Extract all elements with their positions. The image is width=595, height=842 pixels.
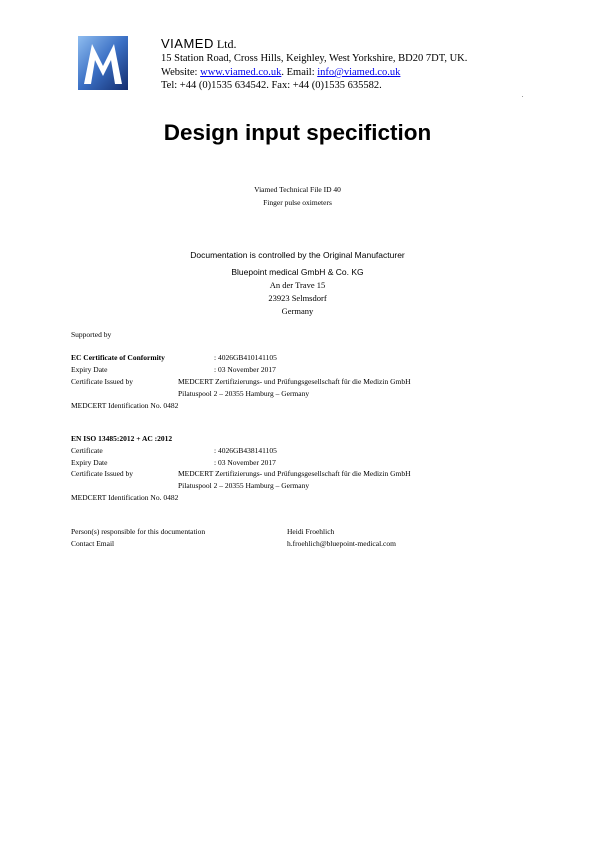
ec-issuer: MEDCERT Zertifizierungs- und Prüfungsgesellschaft für die Medizin GmbH — [178, 377, 411, 386]
iso-expiry-date: : 03 November 2017 — [214, 458, 276, 467]
iso-cert-heading: EN ISO 13485:2012 + AC :2012 — [71, 434, 173, 443]
page-title: Design input specifiction — [163, 120, 432, 145]
phone-fax-line: Tel: +44 (0)1535 634542. Fax: +44 (0)1535 635582. — [161, 80, 382, 91]
ec-issuer-address: Pilatuspool 2 – 20355 Hamburg – Germany — [178, 389, 310, 398]
supported-by-label: Supported by — [71, 330, 112, 339]
company-name — [161, 36, 237, 52]
ec-issued-label: Certificate Issued by — [71, 377, 134, 386]
manufacturer-street: An der Trave 15 — [269, 280, 326, 290]
iso-cert-number: : 4026GB438141105 — [214, 446, 277, 455]
iso-issued-label: Certificate Issued by — [71, 469, 134, 478]
decorative-dot — [522, 96, 523, 97]
iso-cert-label: Certificate — [71, 446, 103, 455]
iso-notified-body: MEDCERT Identification No. 0482 — [71, 493, 179, 502]
ec-notified-body: MEDCERT Identification No. 0482 — [71, 401, 179, 410]
website-email-line: Website: www.viamed.co.uk. Email: info@viamed.co.uk — [161, 67, 401, 78]
email-label: Email: — [286, 67, 315, 78]
brand-name: VIAMED — [161, 36, 214, 51]
responsible-label: Person(s) responsible for this documentation — [71, 527, 206, 536]
ec-expiry-date: : 03 November 2017 — [214, 365, 276, 374]
ec-expiry-label: Expiry Date — [71, 365, 108, 374]
company-address: 15 Station Road, Cross Hills, Keighley, West Yorkshire, BD20 7DT, UK. — [161, 53, 468, 64]
file-subject: Finger pulse oximeters — [263, 198, 332, 207]
iso-issuer-address: Pilatuspool 2 – 20355 Hamburg – Germany — [178, 481, 310, 490]
ec-cert-number: : 4026GB410141105 — [214, 353, 277, 362]
contact-email-label: Contact Email — [71, 539, 115, 548]
iso-issuer: MEDCERT Zertifizierungs- und Prüfungsgesellschaft für die Medizin GmbH — [178, 469, 411, 478]
company-suffix: Ltd. — [216, 37, 237, 51]
ec-cert-heading: EC Certificate of Conformity — [71, 353, 165, 362]
contact-email[interactable]: h.froehlich@bluepoint-medical.com — [287, 539, 396, 548]
iso-expiry-label: Expiry Date — [71, 458, 108, 467]
technical-file-id: Viamed Technical File ID 40 — [254, 185, 341, 194]
website-label: Website: — [161, 67, 198, 78]
manufacturer-city: 23923 Selmsdorf — [268, 293, 327, 303]
viamed-logo — [78, 36, 128, 90]
manufacturer-country: Germany — [281, 306, 314, 316]
website-link[interactable]: www.viamed.co.uk — [200, 67, 282, 78]
manufacturer-name: Bluepoint medical GmbH & Co. KG — [231, 267, 364, 277]
responsible-person: Heidi Froehlich — [287, 527, 335, 536]
email-link[interactable]: info@viamed.co.uk — [317, 67, 401, 78]
controlled-by-statement: Documentation is controlled by the Original Manufacturer — [190, 250, 405, 260]
